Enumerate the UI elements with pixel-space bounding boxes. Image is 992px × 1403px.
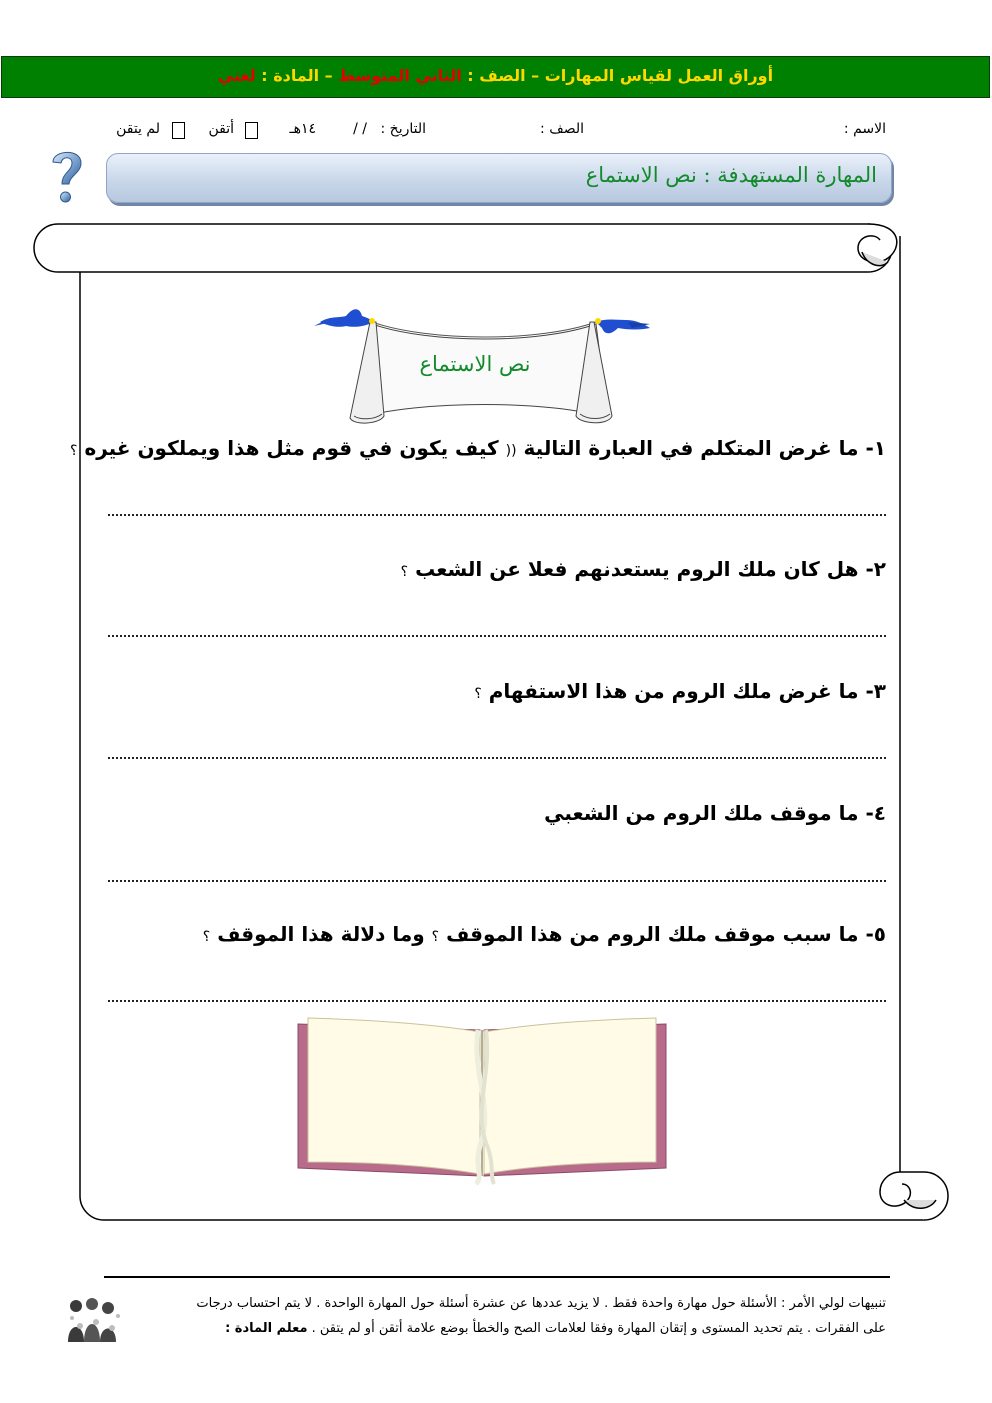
quote-mark: (( [505, 443, 517, 459]
header-separator: – [324, 66, 333, 85]
question-number: ٥- [865, 922, 886, 946]
question-text: ما موقف ملك الروم من الشعبي [544, 801, 859, 825]
question-4 [544, 801, 886, 825]
header-separator: – [531, 66, 540, 85]
target-skill-colon: : [703, 163, 711, 187]
question-2 [401, 557, 886, 581]
date-label: التاريخ : [380, 121, 426, 137]
bird-icon-right [595, 318, 650, 333]
bird-icon-left [314, 309, 375, 327]
date-slashes: / / [353, 121, 367, 137]
question-end: ؟ [400, 564, 409, 580]
grade-label: الصف : [467, 66, 526, 85]
decorative-figures-icon [66, 1296, 124, 1344]
question-end: ؟ [202, 929, 211, 945]
footer-notice-text: على الفقرات . يتم تحديد المستوى و إتقان المهارة وفقا لعلامات الصح والخطأ بوضع علامة أتقن أو لم يتقن . [311, 1321, 886, 1336]
not-mastered-label: لم يتقن [116, 121, 160, 137]
question-text: ما غرض المتكلم في العبارة التالية [523, 436, 859, 460]
question-text: هل كان ملك الروم يستعدنهم فعلا عن الشعب [415, 557, 859, 581]
question-mid: ؟ [431, 929, 440, 945]
question-3 [474, 679, 886, 703]
question-text: ما سبب موقف ملك الروم من هذا الموقف [446, 922, 859, 946]
answer-line-4[interactable] [108, 880, 886, 882]
name-label: الاسم : [843, 121, 886, 137]
question-number: ١- [865, 436, 886, 460]
question-1 [70, 436, 886, 460]
mastered-label: أتقن [208, 121, 234, 137]
answer-line-3[interactable] [108, 757, 886, 759]
footer-notice-line-1: تنبيهات لولي الأمر : الأسئلة حول مهارة واحدة فقط . لا يزيد عددها عن عشرة أسئلة حول المهارة الواحدة . لا يتم احتساب درجات [196, 1296, 886, 1311]
date-year: ١٤هـ [289, 121, 316, 137]
target-skill-label: المهارة المستهدفة [717, 163, 877, 187]
answer-line-2[interactable] [108, 635, 886, 637]
class-label: الصف : [540, 121, 584, 137]
footer-notice-line-2 [225, 1321, 886, 1336]
subject-value: لغتي [217, 66, 256, 85]
question-end: ؟ [70, 443, 78, 459]
subject-label: المادة : [261, 66, 320, 85]
target-skill-value: نص الاستماع [585, 163, 697, 187]
teacher-label: معلم المادة : [225, 1321, 308, 1336]
question-quote: كيف يكون في قوم مثل هذا ويملكون غيره [84, 436, 499, 460]
banner-title: نص الاستماع [419, 352, 531, 376]
question-5 [203, 922, 886, 946]
question-end: ؟ [474, 686, 482, 702]
answer-line-1[interactable] [108, 514, 886, 516]
question-number: ٤- [865, 801, 886, 825]
answer-line-5[interactable] [108, 1000, 886, 1002]
open-book-icon [294, 1016, 670, 1186]
question-text-2: وما دلالة هذا الموقف [217, 922, 425, 946]
grade-value: الثاني المتوسط [338, 66, 462, 85]
footer-rule [104, 1276, 890, 1278]
worksheet-title: أوراق العمل لقياس المهارات [544, 66, 774, 85]
question-number: ٢- [865, 557, 886, 581]
question-number: ٣- [865, 679, 886, 703]
question-text: ما غرض ملك الروم من هذا الاستفهام [488, 679, 859, 703]
